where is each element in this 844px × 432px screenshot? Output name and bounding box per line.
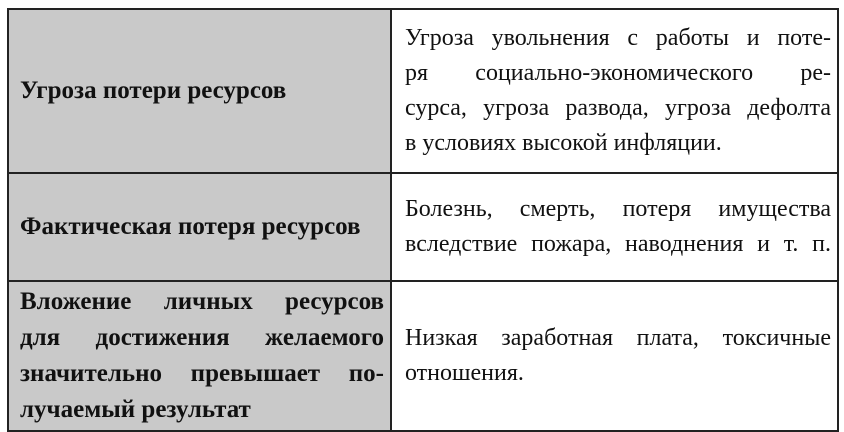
row2-label: Фактическая потеря ресурсов (20, 213, 361, 240)
row3-value-line: Низкая заработная плата, токсичные (405, 325, 831, 351)
row1-label-cell (8, 9, 391, 173)
row1-label: Угроза потери ресурсов (20, 77, 287, 104)
table-row (8, 281, 838, 431)
row1-value-line: Угроза увольнения с работы и поте- (405, 25, 831, 51)
row3-label-cell (8, 281, 391, 431)
row1-value-line: в условиях высокой инфляции. (405, 130, 722, 156)
row1-value-line: сурса, угроза развода, угроза дефолта (405, 95, 831, 121)
row2-label-cell (8, 173, 391, 281)
row1-value-cell (391, 9, 838, 173)
row3-label-line: лучаемый результат (20, 396, 251, 423)
row3-label-line: значительно превышает по- (20, 360, 384, 387)
row2-value-line: Болезнь, смерть, потеря имущества (405, 196, 831, 222)
row3-value-cell (391, 281, 838, 431)
row2-value-line: вследствие пожара, наводнения и т. п. (405, 231, 831, 257)
row3-value-line: отношения. (405, 360, 524, 386)
table-row (8, 9, 838, 173)
table-row (8, 173, 838, 281)
row3-label-line: для достижения желаемого (20, 324, 384, 351)
row1-value-line: ря социально-экономического ре- (405, 60, 831, 86)
row3-label-line: Вложение личных ресурсов (20, 288, 384, 315)
row2-value-cell (391, 173, 838, 281)
resource-loss-table (7, 8, 839, 432)
